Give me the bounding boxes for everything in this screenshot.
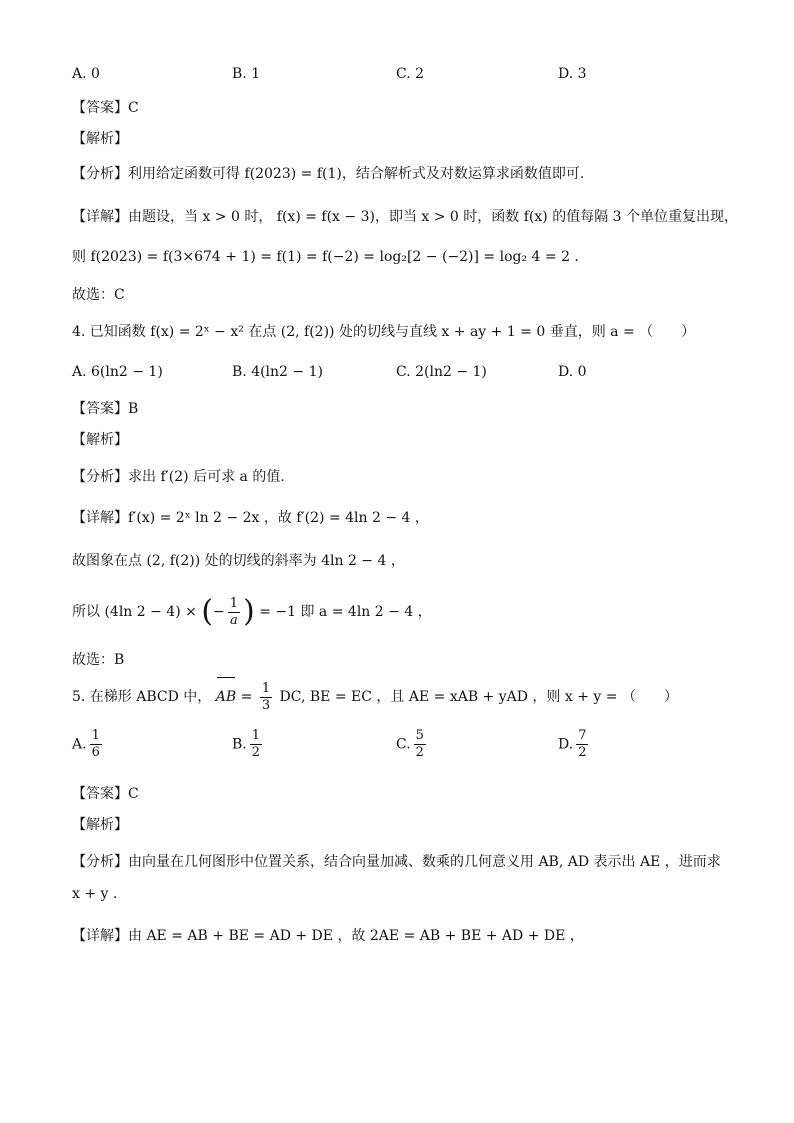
xiangjie-label: 【详解】 (72, 510, 128, 526)
q4-fenxi (72, 467, 285, 487)
q4-option-a: A. 6(ln2 − 1) (72, 364, 163, 380)
fraction-denominator: 6 (91, 745, 100, 760)
q3-answer (72, 98, 139, 118)
fraction-numerator: 7 (578, 728, 587, 743)
q4-option-c: C. 2(ln2 − 1) (396, 364, 487, 380)
q5-option-d (558, 728, 591, 761)
q4-answer (72, 399, 138, 419)
xiangjie-text: 由 AE = AB + BE = AD + DE ，故 2AE = AB + BE + AD + DE ， (128, 928, 584, 944)
q5-fenxi-1 (72, 852, 721, 872)
answer-value: C (128, 100, 139, 116)
fraction-1-over-a (228, 596, 240, 629)
option-label: A. (72, 736, 87, 753)
xiangjie-text: f′(x) = 2ˣ ln 2 − 2x ，故 f′(2) = 4ln 2 − 4 ， (128, 510, 429, 526)
answer-value: B (128, 401, 139, 417)
option-fraction (576, 728, 588, 761)
fraction-one-third (260, 681, 272, 714)
q3-options (72, 66, 732, 90)
q4-xiangjie-2: 故图象在点 (2, f(2)) 处的切线的斜率为 4ln 2 − 4 ， (72, 553, 405, 569)
option-fraction (250, 728, 262, 761)
q4-guxuan: 故选：B (72, 652, 125, 668)
option-label: B. (232, 736, 247, 753)
q4-stem: 4. 已知函数 f(x) = 2ˣ − x² 在点 (2, f(2)) 处的切线与直线 x + ay + 1 = 0 垂直，则 a = （ ） (72, 324, 696, 340)
fenxi-label: 【分析】 (72, 854, 128, 870)
fraction-numerator: 1 (229, 595, 239, 611)
vector-ab: AB (216, 680, 236, 714)
option-label: D. (558, 736, 574, 753)
q3-option-c: C. 2 (396, 66, 425, 82)
fenxi-label: 【分析】 (72, 469, 128, 485)
neg-sign: − (213, 604, 225, 620)
q4-option-b: B. 4(ln2 − 1) (232, 364, 323, 380)
answer-label: 【答案】 (72, 786, 128, 802)
q5-fenxi-2: x + y . (72, 886, 118, 902)
fenxi-label: 【分析】 (72, 166, 128, 182)
q3-guxuan: 故选：C (72, 287, 125, 303)
q3-xiangjie-1 (72, 207, 738, 227)
fraction-denominator: a (230, 612, 238, 628)
q4-option-d: D. 0 (558, 364, 587, 380)
fraction-denominator: 3 (261, 697, 271, 713)
fraction-numerator: 5 (415, 728, 424, 743)
option-fraction (414, 728, 426, 761)
fraction-denominator: 2 (578, 745, 587, 760)
q5-option-c (396, 728, 429, 761)
option-label: C. (396, 736, 411, 753)
q3-option-b: B. 1 (232, 66, 261, 82)
xiangjie-label: 【详解】 (72, 209, 128, 225)
q4-options (72, 364, 732, 388)
q3-option-d: D. 3 (558, 66, 587, 82)
q5-answer (72, 784, 139, 804)
q5-option-a (72, 728, 105, 761)
q3-option-a: A. 0 (72, 66, 100, 82)
xiangjie-text: 由题设，当 x > 0 时， f(x) = f(x − 3)，即当 x > 0 时，函数 f(x) 的值每隔 3 个单位重复出现， (128, 209, 738, 225)
q3-xiangjie-2: 则 f(2023) = f(3×674 + 1) = f(1) = f(−2) = log₂[2 − (−2)] = log₂ 4 = 2 . (72, 249, 579, 265)
q4-xiangjie-3: 所以 (4ln 2 − 4) × (− $\frac{1}{a}$ ) = −1 即 a = 4ln 2 − 4 ， (72, 594, 432, 629)
q3-fenxi (72, 164, 584, 184)
q5-xiangjie-1 (72, 926, 584, 946)
fenxi-text: 由向量在几何图形中位置关系，结合向量加减、数乘的几何意义用 AB, AD 表示出 AE ，进而求 (128, 854, 721, 870)
fenxi-text: 利用给定函数可得 f(2023) = f(1)，结合解析式及对数运算求函数值即可. (128, 166, 585, 182)
q5-stem-mid: DC, BE = EC ，且 AE = xAB + yAD ，则 x + y = （ ） (279, 689, 678, 705)
option-fraction (90, 728, 102, 761)
fraction-denominator: 2 (251, 745, 261, 760)
q5-option-b (232, 728, 265, 761)
fraction-denominator: 2 (415, 745, 424, 760)
q5-stem (72, 680, 678, 716)
answer-label: 【答案】 (72, 100, 128, 116)
q4-xiangjie-1 (72, 508, 429, 528)
fenxi-text: 求出 f′(2) 后可求 a 的值. (128, 469, 285, 485)
q3-jiexi: 【解析】 (72, 131, 128, 147)
xiangjie-3-pre: 所以 (4ln 2 − 4) × (72, 604, 197, 620)
q5-stem-pre: 5. 在梯形 ABCD 中， (72, 689, 212, 705)
q4-jiexi: 【解析】 (72, 432, 128, 448)
fraction-numerator: 1 (91, 728, 100, 743)
xiangjie-label: 【详解】 (72, 928, 128, 944)
fraction-numerator: 1 (251, 728, 261, 743)
xiangjie-3-post: = −1 即 a = 4ln 2 − 4 ， (259, 604, 432, 620)
q5-options (72, 728, 732, 768)
fraction-numerator: 1 (261, 680, 271, 696)
equals-sign: = (240, 689, 253, 705)
answer-label: 【答案】 (72, 401, 128, 417)
answer-value: C (128, 786, 139, 802)
q5-jiexi: 【解析】 (72, 817, 128, 833)
